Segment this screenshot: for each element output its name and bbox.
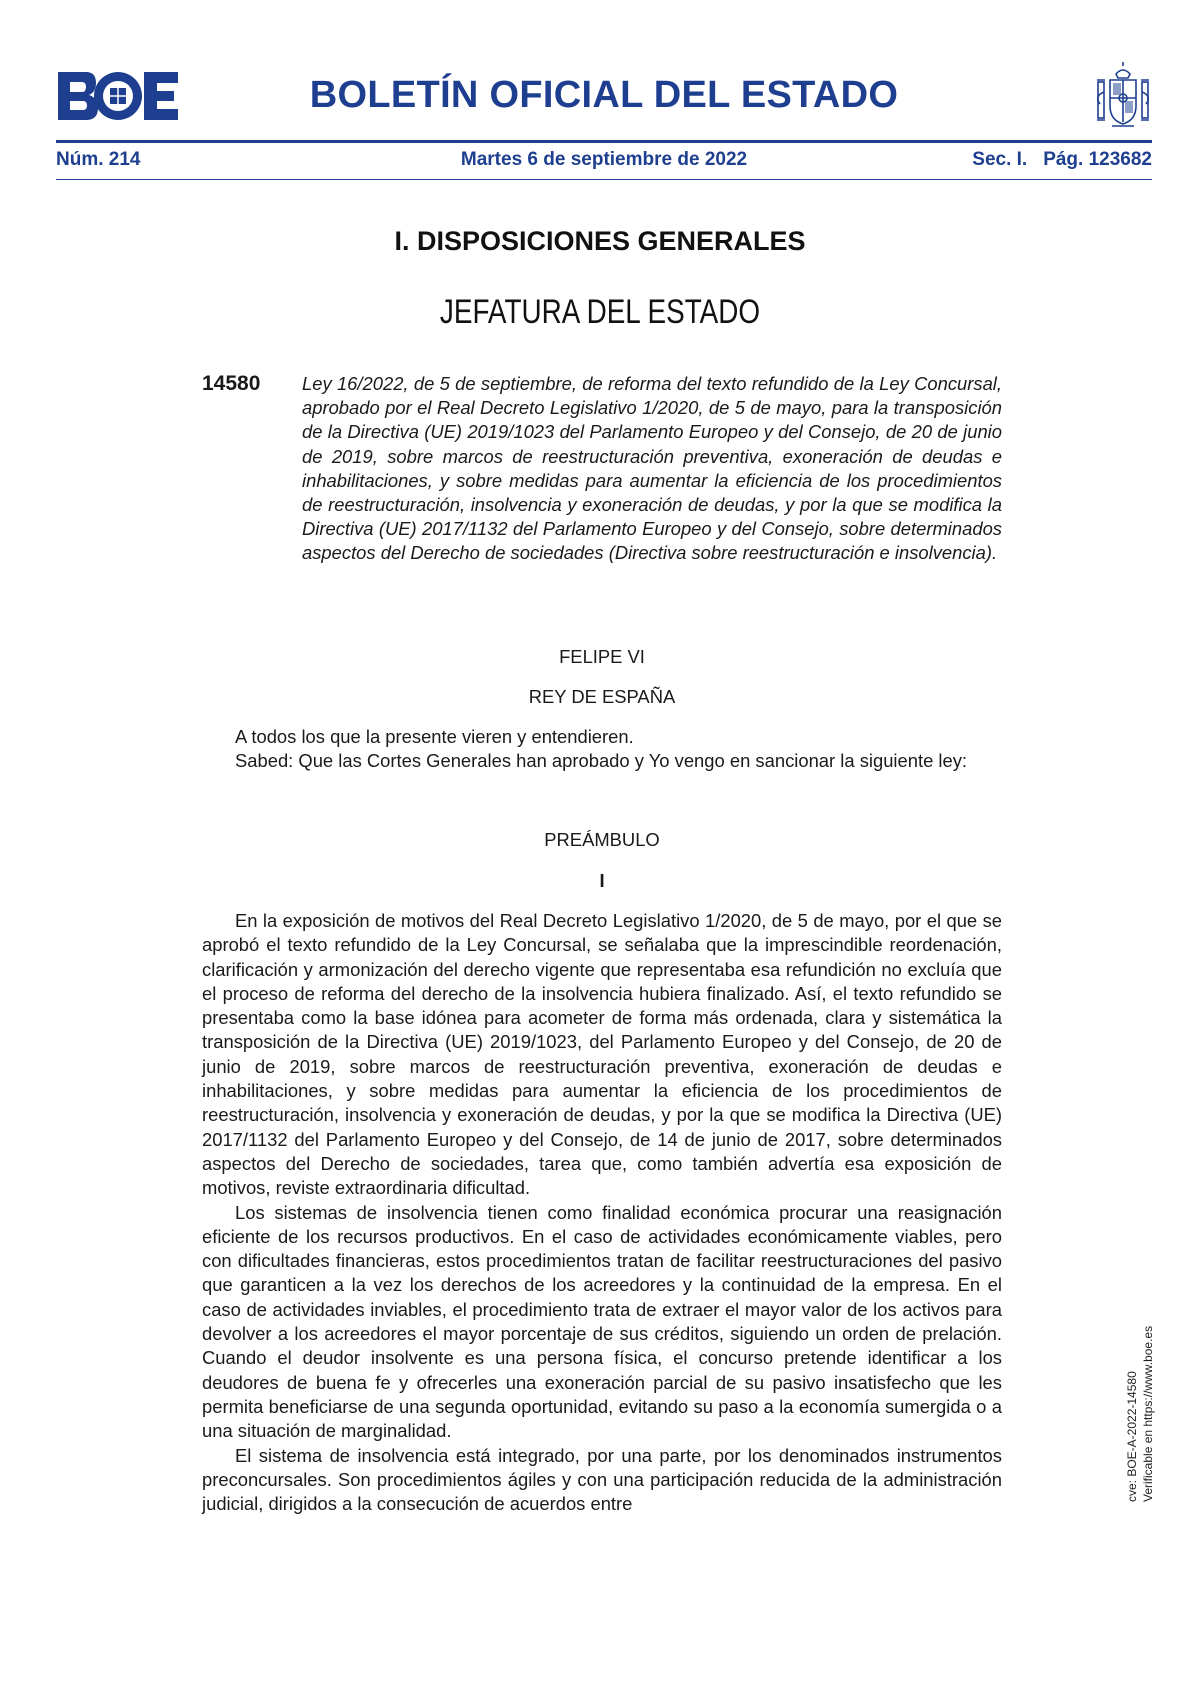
verification-stamp [1124,1262,1156,1502]
page-number: Pág. 123682 [1043,149,1152,170]
department-heading: JEFATURA DEL ESTADO [439,293,761,331]
preamble-section-number: I [599,870,605,891]
preamble-heading: PREÁMBULO [544,829,660,850]
section-page-info [972,149,1152,171]
issue-date: Martes 6 de septiembre de 2022 [460,149,748,170]
cve-code: cve: BOE-A-2022-14580 [1125,1371,1139,1502]
body-paragraph: Los sistemas de insolvencia tienen como finalidad económica procurar una reasignación eficiente de los recursos productivos. En el caso de actividades económicamente viables, pero con dificultades financieras, estos procedimientos tratan de facilitar reestructuraciones del pasivo que garanticen a la vez los derechos de los acreedores y la continuidad de la empresa. En el caso de actividades inviables, el procedimiento trata de extraer el mayor valor de los activos para devolver a los acreedores el mayor porcentaje de sus créditos, siguiendo un orden de prelación. Cuando el deudor insolvente es una persona física, el concurso pretende identificar a los deudores de buena fe y ofrecerles una exoneración parcial de su pasivo insatisfecho que les permita beneficiarse de una segunda oportunidad, evitando su paso a la economía sumergida o a una situación de marginalidad. [202,1201,1002,1442]
issue-number: Núm. 214 [56,149,141,170]
preamble-body [202,909,1002,1516]
header-rule-bottom [56,179,1152,180]
section-label: Sec. I. [972,149,1028,170]
monarch-name: FELIPE VI [559,646,645,667]
promulgation-formula [202,725,1002,774]
publication-title: BOLETÍN OFICIAL DEL ESTADO [309,74,899,116]
intro-paragraph: Sabed: Que las Cortes Generales han aprobado y Yo vengo en sancionar la siguiente ley: [235,750,968,772]
intro-paragraph: A todos los que la presente vieren y entendieren. [235,726,634,747]
header-rule-top [56,140,1152,143]
issue-meta-bar [56,147,1152,175]
verification-url[interactable]: Verificable en https://www.boe.es [1141,1325,1155,1502]
page-header [56,62,1152,132]
document-number: 14580 [202,372,261,395]
law-title: Ley 16/2022, de 5 de septiembre, de reforma del texto refundido de la Ley Concursal, aprobado por el Real Decreto Legislativo 1/2020, de 5 de mayo, para la transposición de la Directiva (UE) 2019/1023 del Parlamento Europeo y del Consejo, de 20 de junio de 2019, sobre marcos de reestructuración preventiva, exoneración de deudas e inhabilitaciones, y sobre medidas para aumentar la eficiencia de los procedimientos de reestructuración, insolvencia y exoneración de deudas, y por la que se modifica la Directiva (UE) 2017/1132 del Parlamento Europeo y del Consejo, sobre determinados aspectos del Derecho de sociedades (Directiva sobre reestructuración e insolvencia). [302,373,1002,564]
body-paragraph: El sistema de insolvencia está integrado, por una parte, por los denominados instrumentos preconcursales. Son procedimientos ágiles y con una participación reducida de la administración judicial, dirigidos a la consecución de acuerdos entre [202,1444,1002,1515]
section-heading: I. DISPOSICIONES GENERALES [394,226,806,256]
body-paragraph: En la exposición de motivos del Real Decreto Legislativo 1/2020, de 5 de mayo, por el que se aprobó el texto refundido de la Ley Concursal, se señalaba que la imprescindible reordenación, clarificación y armonización del derecho vigente que representaba esa refundición no excluía que el proceso de reforma del derecho de la insolvencia hubiera finalizado. Así, el texto refundido se presentaba como la base idónea para acometer de forma más ordenada, clara y sistemática la transposición de la Directiva (UE) 2019/1023, del Parlamento Europeo y del Consejo, de 20 de junio de 2019, sobre marcos de reestructuración preventiva, exoneración de deudas e inhabilitaciones, y sobre medidas para aumentar la eficiencia de los procedimientos de reestructuración, insolvencia y exoneración de deudas, y por la que se modifica la Directiva (UE) 2017/1132 del Parlamento Europeo y del Consejo, de 14 de junio de 2017, sobre determinados aspectos del Derecho de sociedades, tarea que, como también advertía esa exposición de motivos, reviste extraordinaria dificultad. [202,910,1002,1199]
monarch-title: REY DE ESPAÑA [528,686,676,707]
coat-of-arms-icon [1094,62,1152,132]
